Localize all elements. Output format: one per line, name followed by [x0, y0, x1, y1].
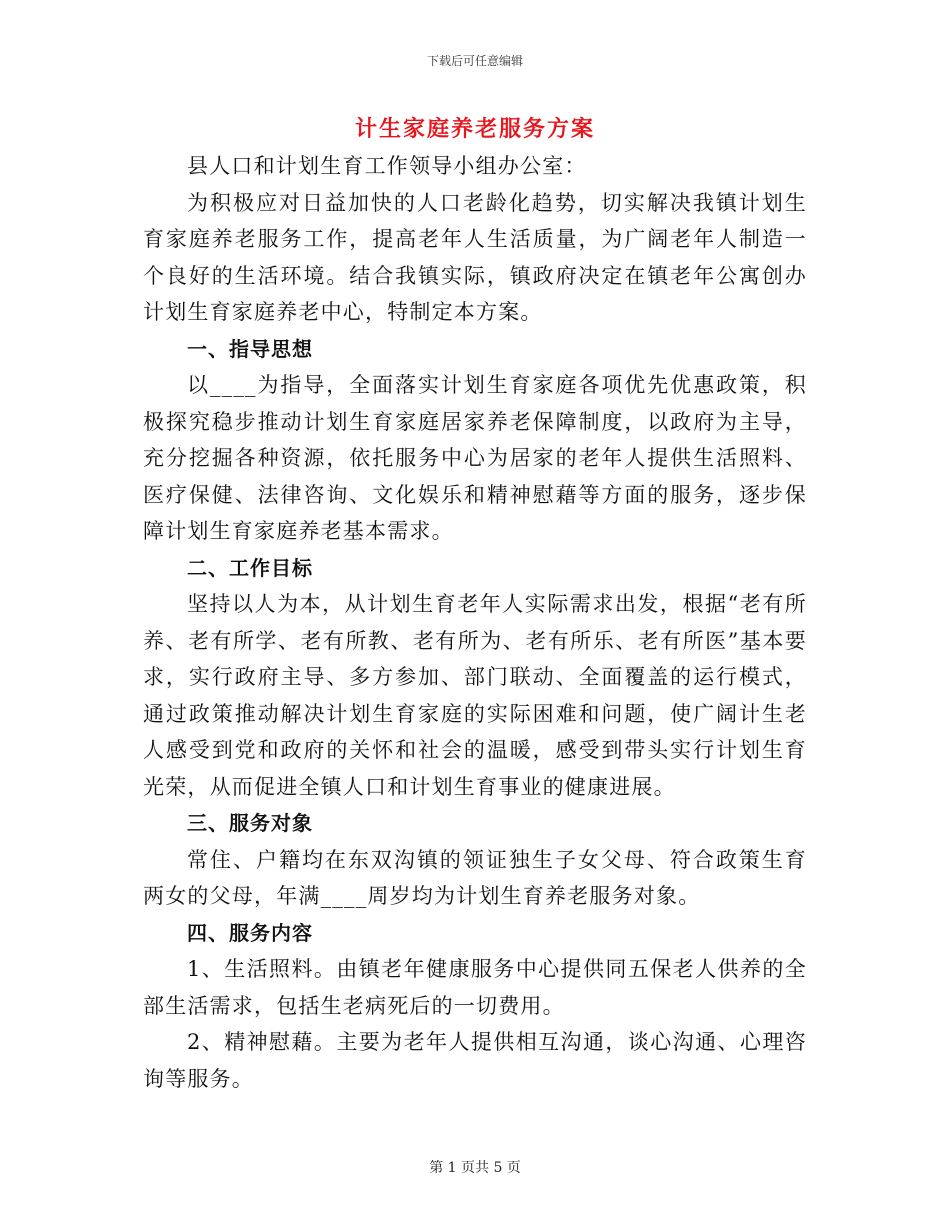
section-heading: 四、服务内容: [187, 920, 313, 945]
document-body: [143, 148, 807, 1097]
list-item: 2、精神慰藉。主要为老年人提供相互沟通，谈心沟通、心理咨询等服务。: [143, 1030, 807, 1091]
section-paragraph: 常住、户籍均在东双沟镇的领证独生子女父母、符合政策生育两女的父母，年满____周岁均为计划生育养老服务对象。: [143, 847, 807, 908]
section-heading: 三、服务对象: [187, 811, 313, 835]
document-title: 计生家庭养老服务方案: [354, 116, 595, 142]
page-header-note: 下载后可任意编辑: [426, 54, 523, 68]
section-paragraph: 以____为指导，全面落实计划生育家庭各项优先优惠政策，积极探究稳步推动计划生育家庭居家养老保障制度，以政府为主导，充分挖掘各种资源，依托服务中心为居家的老年人提供生活照料、医疗保健、法律咨询、文化娱乐和精神慰藉等方面的服务，逐步保障计划生育家庭养老基本需求。: [143, 373, 807, 543]
page-number-footer: 第 1 页共 5 页: [429, 1160, 521, 1176]
addressee: 县人口和计划生育工作领导小组办公室：: [187, 154, 587, 178]
section-heading: 一、指导思想: [187, 336, 313, 361]
list-item: 1、生活照料。由镇老年健康服务中心提供同五保老人供养的全部生活需求，包括生老病死后的一切费用。: [143, 957, 807, 1018]
section-paragraph: 坚持以人为本，从计划生育老年人实际需求出发，根据“老有所养、老有所学、老有所教、老有所为、老有所乐、老有所医”基本要求，实行政府主导、多方参加、部门联动、全面覆盖的运行模式，通过政策推动解决计划生育家庭的实际困难和问题，使广阔计生老人感受到党和政府的关怀和社会的温暖，感受到带头实行计划生育光荣，从而促进全镇人口和计划生育事业的健康进展。: [143, 592, 807, 799]
intro-paragraph: 为积极应对日益加快的人口老龄化趋势，切实解决我镇计划生育家庭养老服务工作，提高老年人生活质量，为广阔老年人制造一个良好的生活环境。结合我镇实际，镇政府决定在镇老年公寓创办计划生育家庭养老中心，特制定本方案。: [143, 190, 807, 324]
section-heading: 二、工作目标: [187, 555, 313, 580]
